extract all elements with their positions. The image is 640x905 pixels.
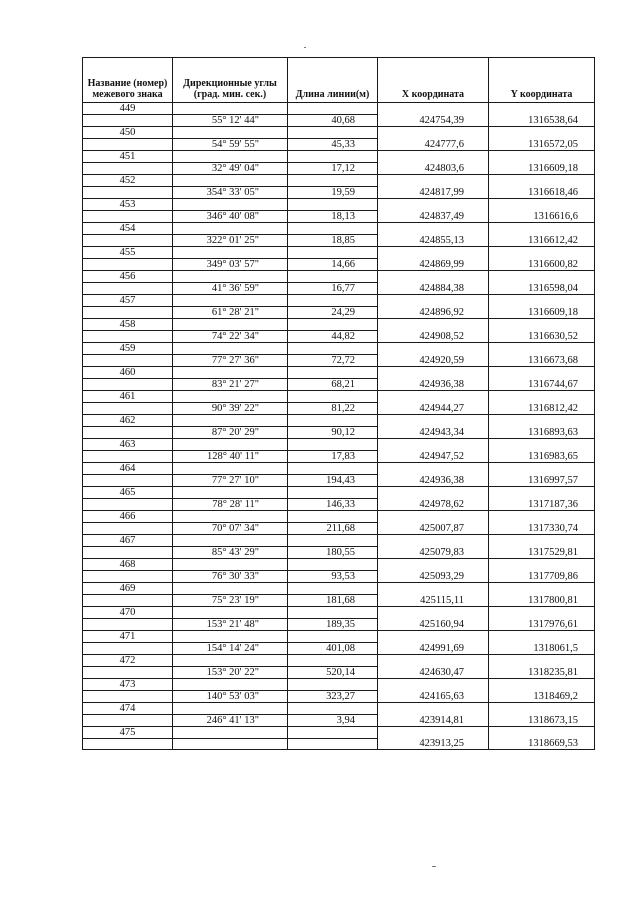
empty-length-cell [288, 391, 378, 403]
x-coordinate-cell: 424908,52 [378, 319, 489, 343]
empty-length-cell [288, 199, 378, 211]
coordinates-sheet [82, 57, 594, 750]
direction-angle-cell: 78° 28' 11" [173, 499, 288, 511]
line-length-cell: 16,77 [288, 283, 378, 295]
empty-name-cell [83, 547, 173, 559]
line-length-cell: 81,22 [288, 403, 378, 415]
point-name-cell: 451 [83, 151, 173, 163]
x-coordinate-cell: 424936,38 [378, 463, 489, 487]
point-row [83, 295, 595, 307]
point-row [83, 535, 595, 547]
direction-angle-cell: 346° 40' 08" [173, 211, 288, 223]
line-length-cell: 3,94 [288, 715, 378, 727]
empty-name-cell [83, 643, 173, 655]
empty-name-cell [83, 427, 173, 439]
direction-angle-cell: 128° 40' 11" [173, 451, 288, 463]
y-coordinate-cell: 1316812,42 [489, 391, 595, 415]
empty-length-cell [288, 367, 378, 379]
line-length-cell: 180,55 [288, 547, 378, 559]
line-length-cell: 17,83 [288, 451, 378, 463]
empty-angle-cell [173, 103, 288, 115]
point-name-cell: 473 [83, 679, 173, 691]
empty-angle-cell [173, 487, 288, 499]
line-length-cell: 45,33 [288, 139, 378, 151]
y-coordinate-cell: 1316744,67 [489, 367, 595, 391]
point-name-cell: 475 [83, 727, 173, 739]
point-row [83, 103, 595, 115]
empty-name-cell [83, 283, 173, 295]
empty-angle-cell [173, 271, 288, 283]
empty-angle-cell [173, 559, 288, 571]
empty-length-cell [288, 487, 378, 499]
header-y-coordinate: Y координата [489, 58, 595, 103]
line-length-cell: 181,68 [288, 595, 378, 607]
point-name-cell: 460 [83, 367, 173, 379]
empty-angle-cell [173, 151, 288, 163]
line-length-cell: 18,85 [288, 235, 378, 247]
point-name-cell: 469 [83, 583, 173, 595]
empty-length-cell [288, 415, 378, 427]
empty-angle-cell [173, 367, 288, 379]
empty-name-cell [83, 571, 173, 583]
y-coordinate-cell: 1317187,36 [489, 487, 595, 511]
direction-angle-cell: 87° 20' 29" [173, 427, 288, 439]
empty-name-cell [83, 403, 173, 415]
x-coordinate-cell: 424978,62 [378, 487, 489, 511]
direction-angle-cell: 322° 01' 25" [173, 235, 288, 247]
point-row [83, 415, 595, 427]
empty-angle-cell [173, 583, 288, 595]
empty-length-cell [288, 655, 378, 667]
scan-speck [304, 47, 306, 48]
line-length-cell: 19,59 [288, 187, 378, 199]
point-name-cell: 466 [83, 511, 173, 523]
point-row [83, 271, 595, 283]
x-coordinate-cell: 424630,47 [378, 655, 489, 679]
empty-length-cell [288, 631, 378, 643]
empty-length-cell [288, 175, 378, 187]
line-length-cell: 194,43 [288, 475, 378, 487]
y-coordinate-cell: 1316600,82 [489, 247, 595, 271]
point-name-cell: 455 [83, 247, 173, 259]
direction-angle-cell: 153° 20' 22" [173, 667, 288, 679]
empty-name-cell [83, 331, 173, 343]
empty-name-cell [83, 451, 173, 463]
point-row [83, 511, 595, 523]
y-coordinate-cell: 1316572,05 [489, 127, 595, 151]
empty-name-cell [83, 595, 173, 607]
scan-speck [432, 866, 436, 867]
empty-angle-cell [173, 175, 288, 187]
x-coordinate-cell: 423914,81 [378, 703, 489, 727]
empty-length-cell [288, 295, 378, 307]
point-name-cell: 454 [83, 223, 173, 235]
empty-name-cell [83, 691, 173, 703]
point-row [83, 727, 595, 739]
empty-length-cell [288, 739, 378, 750]
point-name-cell: 472 [83, 655, 173, 667]
x-coordinate-cell: 424837,49 [378, 199, 489, 223]
point-row [83, 679, 595, 691]
empty-length-cell [288, 583, 378, 595]
empty-angle-cell [173, 295, 288, 307]
x-coordinate-cell: 425007,87 [378, 511, 489, 535]
point-row [83, 631, 595, 643]
y-coordinate-cell: 1317709,86 [489, 559, 595, 583]
y-coordinate-cell: 1316997,57 [489, 463, 595, 487]
empty-length-cell [288, 319, 378, 331]
point-row [83, 703, 595, 715]
line-length-cell: 520,14 [288, 667, 378, 679]
empty-name-cell [83, 739, 173, 750]
empty-name-cell [83, 355, 173, 367]
point-name-cell: 449 [83, 103, 173, 115]
empty-angle-cell [173, 739, 288, 750]
y-coordinate-cell: 1316609,18 [489, 151, 595, 175]
y-coordinate-cell: 1316983,65 [489, 439, 595, 463]
point-row [83, 463, 595, 475]
direction-angle-cell: 32° 49' 04" [173, 163, 288, 175]
direction-angle-cell: 85° 43' 29" [173, 547, 288, 559]
point-name-cell: 474 [83, 703, 173, 715]
point-row [83, 151, 595, 163]
x-coordinate-cell: 424943,34 [378, 415, 489, 439]
empty-angle-cell [173, 655, 288, 667]
point-row [83, 223, 595, 235]
empty-length-cell [288, 151, 378, 163]
point-row [83, 127, 595, 139]
direction-angle-cell: 153° 21' 48" [173, 619, 288, 631]
empty-length-cell [288, 607, 378, 619]
empty-length-cell [288, 343, 378, 355]
y-coordinate-cell: 1316618,46 [489, 175, 595, 199]
point-row [83, 367, 595, 379]
empty-angle-cell [173, 199, 288, 211]
point-row [83, 247, 595, 259]
direction-angle-cell: 90° 39' 22" [173, 403, 288, 415]
empty-name-cell [83, 619, 173, 631]
empty-length-cell [288, 271, 378, 283]
direction-angle-cell: 54° 59' 55" [173, 139, 288, 151]
x-coordinate-cell: 424817,99 [378, 175, 489, 199]
direction-angle-cell: 77° 27' 36" [173, 355, 288, 367]
x-coordinate-cell: 424991,69 [378, 631, 489, 655]
header-x-coordinate: X координата [378, 58, 489, 103]
x-coordinate-cell: 424869,99 [378, 247, 489, 271]
empty-length-cell [288, 679, 378, 691]
line-length-cell: 18,13 [288, 211, 378, 223]
y-coordinate-cell: 1316612,42 [489, 223, 595, 247]
empty-length-cell [288, 511, 378, 523]
point-row [83, 559, 595, 571]
empty-angle-cell [173, 415, 288, 427]
empty-name-cell [83, 211, 173, 223]
x-coordinate-cell: 424936,38 [378, 367, 489, 391]
x-coordinate-cell: 425079,83 [378, 535, 489, 559]
line-length-cell: 93,53 [288, 571, 378, 583]
point-name-cell: 465 [83, 487, 173, 499]
empty-angle-cell [173, 247, 288, 259]
y-coordinate-cell: 1317800,81 [489, 583, 595, 607]
empty-angle-cell [173, 343, 288, 355]
empty-angle-cell [173, 391, 288, 403]
empty-length-cell [288, 535, 378, 547]
direction-angle-cell: 349° 03' 57" [173, 259, 288, 271]
header-line-length: Длина линии(м) [288, 58, 378, 103]
empty-angle-cell [173, 607, 288, 619]
point-name-cell: 467 [83, 535, 173, 547]
y-coordinate-cell: 1316893,63 [489, 415, 595, 439]
empty-length-cell [288, 247, 378, 259]
point-row [83, 343, 595, 355]
empty-name-cell [83, 499, 173, 511]
direction-angle-cell: 70° 07' 34" [173, 523, 288, 535]
point-row [83, 175, 595, 187]
empty-name-cell [83, 235, 173, 247]
direction-angle-cell: 83° 21' 27" [173, 379, 288, 391]
point-row [83, 655, 595, 667]
line-length-cell: 90,12 [288, 427, 378, 439]
point-name-cell: 452 [83, 175, 173, 187]
y-coordinate-cell: 1318673,15 [489, 703, 595, 727]
table-header-row [83, 58, 595, 103]
boundary-coordinates-table [82, 57, 595, 750]
empty-angle-cell [173, 535, 288, 547]
x-coordinate-cell: 424920,59 [378, 343, 489, 367]
point-name-cell: 471 [83, 631, 173, 643]
direction-angle-cell: 354° 33' 05" [173, 187, 288, 199]
empty-angle-cell [173, 463, 288, 475]
empty-angle-cell [173, 679, 288, 691]
empty-name-cell [83, 667, 173, 679]
line-length-cell: 14,66 [288, 259, 378, 271]
empty-length-cell [288, 127, 378, 139]
point-row [83, 199, 595, 211]
y-coordinate-cell: 1317529,81 [489, 535, 595, 559]
x-coordinate-cell: 425160,94 [378, 607, 489, 631]
empty-length-cell [288, 727, 378, 739]
point-name-cell: 468 [83, 559, 173, 571]
empty-name-cell [83, 259, 173, 271]
direction-angle-cell: 55° 12' 44" [173, 115, 288, 127]
line-length-cell: 24,29 [288, 307, 378, 319]
y-coordinate-cell: 1317976,61 [489, 607, 595, 631]
y-coordinate-cell: 1316538,64 [489, 103, 595, 127]
y-coordinate-cell: 1317330,74 [489, 511, 595, 535]
empty-angle-cell [173, 439, 288, 451]
point-name-cell: 456 [83, 271, 173, 283]
y-coordinate-cell: 1316609,18 [489, 295, 595, 319]
point-row [83, 319, 595, 331]
empty-length-cell [288, 559, 378, 571]
empty-length-cell [288, 103, 378, 115]
empty-name-cell [83, 379, 173, 391]
y-coordinate-cell: 1318669,53 [489, 727, 595, 750]
point-name-cell: 470 [83, 607, 173, 619]
x-coordinate-cell: 424884,38 [378, 271, 489, 295]
empty-angle-cell [173, 631, 288, 643]
x-coordinate-cell: 424896,92 [378, 295, 489, 319]
direction-angle-cell: 61° 28' 21" [173, 307, 288, 319]
direction-angle-cell: 246° 41' 13" [173, 715, 288, 727]
y-coordinate-cell: 1316598,04 [489, 271, 595, 295]
direction-angle-cell: 140° 53' 03" [173, 691, 288, 703]
empty-length-cell [288, 703, 378, 715]
empty-name-cell [83, 523, 173, 535]
y-coordinate-cell: 1316616,6 [489, 199, 595, 223]
table-body [83, 103, 595, 750]
empty-name-cell [83, 715, 173, 727]
direction-angle-cell: 77° 27' 10" [173, 475, 288, 487]
direction-angle-cell: 154° 14' 24" [173, 643, 288, 655]
x-coordinate-cell: 424803,6 [378, 151, 489, 175]
direction-angle-cell: 41° 36' 59" [173, 283, 288, 295]
point-name-cell: 458 [83, 319, 173, 331]
y-coordinate-cell: 1318061,5 [489, 631, 595, 655]
point-name-cell: 459 [83, 343, 173, 355]
point-name-cell: 461 [83, 391, 173, 403]
empty-name-cell [83, 187, 173, 199]
line-length-cell: 146,33 [288, 499, 378, 511]
empty-angle-cell [173, 703, 288, 715]
point-row [83, 439, 595, 451]
empty-angle-cell [173, 127, 288, 139]
empty-length-cell [288, 439, 378, 451]
line-length-cell: 17,12 [288, 163, 378, 175]
x-coordinate-cell: 424165,63 [378, 679, 489, 703]
line-length-cell: 72,72 [288, 355, 378, 367]
empty-angle-cell [173, 319, 288, 331]
x-coordinate-cell: 423913,25 [378, 727, 489, 750]
y-coordinate-cell: 1318235,81 [489, 655, 595, 679]
direction-angle-cell: 74° 22' 34" [173, 331, 288, 343]
line-length-cell: 68,21 [288, 379, 378, 391]
y-coordinate-cell: 1316630,52 [489, 319, 595, 343]
empty-length-cell [288, 223, 378, 235]
line-length-cell: 211,68 [288, 523, 378, 535]
header-point-name: Название (номер) межевого знака [83, 58, 173, 103]
empty-angle-cell [173, 727, 288, 739]
x-coordinate-cell: 424855,13 [378, 223, 489, 247]
point-name-cell: 464 [83, 463, 173, 475]
x-coordinate-cell: 424754,39 [378, 103, 489, 127]
empty-angle-cell [173, 511, 288, 523]
direction-angle-cell: 76° 30' 33" [173, 571, 288, 583]
point-name-cell: 463 [83, 439, 173, 451]
x-coordinate-cell: 425093,29 [378, 559, 489, 583]
point-name-cell: 462 [83, 415, 173, 427]
empty-name-cell [83, 307, 173, 319]
empty-name-cell [83, 115, 173, 127]
point-row [83, 607, 595, 619]
y-coordinate-cell: 1316673,68 [489, 343, 595, 367]
direction-angle-cell: 75° 23' 19" [173, 595, 288, 607]
line-length-cell: 323,27 [288, 691, 378, 703]
y-coordinate-cell: 1318469,2 [489, 679, 595, 703]
empty-name-cell [83, 475, 173, 487]
x-coordinate-cell: 424777,6 [378, 127, 489, 151]
x-coordinate-cell: 424947,52 [378, 439, 489, 463]
point-row [83, 487, 595, 499]
empty-angle-cell [173, 223, 288, 235]
x-coordinate-cell: 424944,27 [378, 391, 489, 415]
empty-length-cell [288, 463, 378, 475]
point-row [83, 583, 595, 595]
line-length-cell: 40,68 [288, 115, 378, 127]
point-name-cell: 450 [83, 127, 173, 139]
x-coordinate-cell: 425115,11 [378, 583, 489, 607]
point-name-cell: 453 [83, 199, 173, 211]
header-direction-angle: Дирекционные углы (град. мин. сек.) [173, 58, 288, 103]
line-length-cell: 401,08 [288, 643, 378, 655]
empty-name-cell [83, 139, 173, 151]
empty-name-cell [83, 163, 173, 175]
line-length-cell: 189,35 [288, 619, 378, 631]
point-name-cell: 457 [83, 295, 173, 307]
point-row [83, 391, 595, 403]
line-length-cell: 44,82 [288, 331, 378, 343]
